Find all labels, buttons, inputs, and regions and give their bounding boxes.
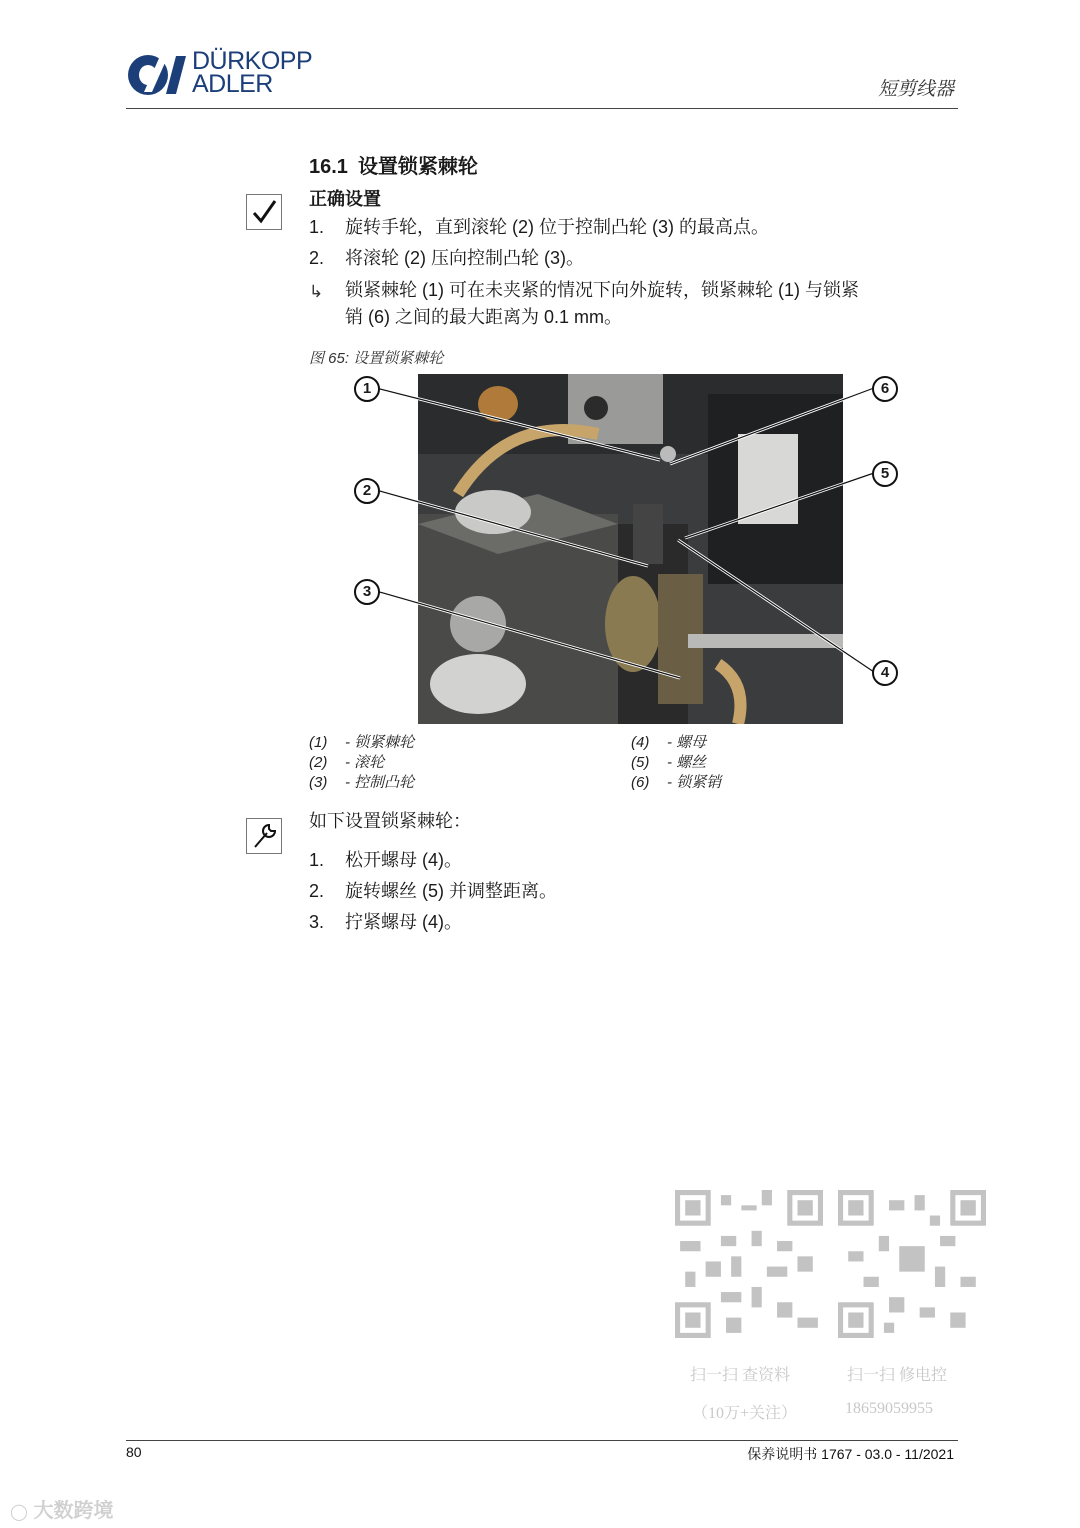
- correct-setting-heading: 正确设置: [309, 189, 381, 209]
- step-number: 1.: [309, 850, 325, 870]
- callout-1: 1: [354, 376, 380, 402]
- adjust-step-1: [309, 847, 462, 873]
- legend-item: (4) - 螺母: [631, 734, 707, 751]
- qr-code-icon: [838, 1190, 986, 1338]
- qr-left-line-1: 扫一扫 查资料: [690, 1367, 791, 1384]
- figure-caption: 图 65: 设置锁紧棘轮: [309, 350, 444, 367]
- step-text: 松开螺母 (4)。: [345, 850, 462, 870]
- result-note: [309, 277, 929, 331]
- wrench-icon: [246, 818, 282, 854]
- step-text: 拧紧螺母 (4)。: [345, 912, 462, 932]
- legend-item: (3) - 控制凸轮: [309, 774, 415, 791]
- step-number: 3.: [309, 912, 325, 932]
- section-number: 16.1: [309, 156, 348, 178]
- correct-step-2: [309, 245, 584, 271]
- brand-line-1: DÜRKOPP: [192, 47, 313, 75]
- legend-item: (6) - 锁紧销: [631, 774, 722, 791]
- result-line-1: 锁紧棘轮 (1) 可在未夹紧的情况下向外旋转，锁紧棘轮 (1) 与锁紧: [345, 280, 859, 300]
- qr-code-icon: [675, 1190, 823, 1338]
- header-rule: [126, 108, 958, 109]
- step-text: 旋转螺丝 (5) 并调整距离。: [345, 881, 557, 901]
- callout-leader-lines: [300, 370, 920, 690]
- legend-item: (2) - 滚轮: [309, 754, 385, 771]
- step-number: 1.: [309, 217, 325, 237]
- legend-item: (5) - 螺丝: [631, 754, 707, 771]
- page-title: [309, 150, 488, 179]
- section-title-header: 短剪线器: [877, 79, 954, 100]
- callout-6: 6: [872, 376, 898, 402]
- callout-5: 5: [872, 461, 898, 487]
- qr-left-line-2: （10万+关注）: [692, 1405, 798, 1422]
- check-icon: [246, 194, 282, 230]
- result-arrow-icon: ↳: [309, 282, 324, 301]
- step-text: 旋转手轮，直到滚轮 (2) 位于控制凸轮 (3) 的最高点。: [345, 217, 769, 237]
- step-number: 2.: [309, 881, 325, 901]
- adjust-intro: 如下设置锁紧棘轮：: [309, 811, 471, 831]
- brand-name: [192, 47, 313, 98]
- watermark-icon: ◯: [10, 1504, 28, 1521]
- callout-2: 2: [354, 478, 380, 504]
- qr-right-line-1: 扫一扫 修电控: [847, 1367, 948, 1384]
- watermark: [10, 1494, 113, 1523]
- page-number: 80: [126, 1444, 142, 1460]
- callout-3: 3: [354, 579, 380, 605]
- brand-logo-icon: [126, 52, 186, 98]
- step-number: 2.: [309, 248, 325, 268]
- qr-right-line-2: 18659059955: [845, 1400, 933, 1417]
- correct-step-1: [309, 214, 769, 240]
- legend-item: (1) - 锁紧棘轮: [309, 734, 415, 751]
- section-title: 设置锁紧棘轮: [357, 156, 478, 178]
- callout-4: 4: [872, 660, 898, 686]
- step-text: 将滚轮 (2) 压向控制凸轮 (3)。: [345, 248, 584, 268]
- adjust-step-2: [309, 878, 557, 904]
- document-reference: 保养说明书 1767 - 03.0 - 11/2021: [747, 1446, 954, 1462]
- watermark-text: 大数跨境: [33, 1500, 114, 1522]
- result-line-2: 销 (6) 之间的最大距离为 0.1 mm。: [345, 307, 623, 327]
- footer-rule: [126, 1440, 958, 1441]
- adjust-step-3: [309, 909, 462, 935]
- brand-line-2: ADLER: [192, 70, 273, 98]
